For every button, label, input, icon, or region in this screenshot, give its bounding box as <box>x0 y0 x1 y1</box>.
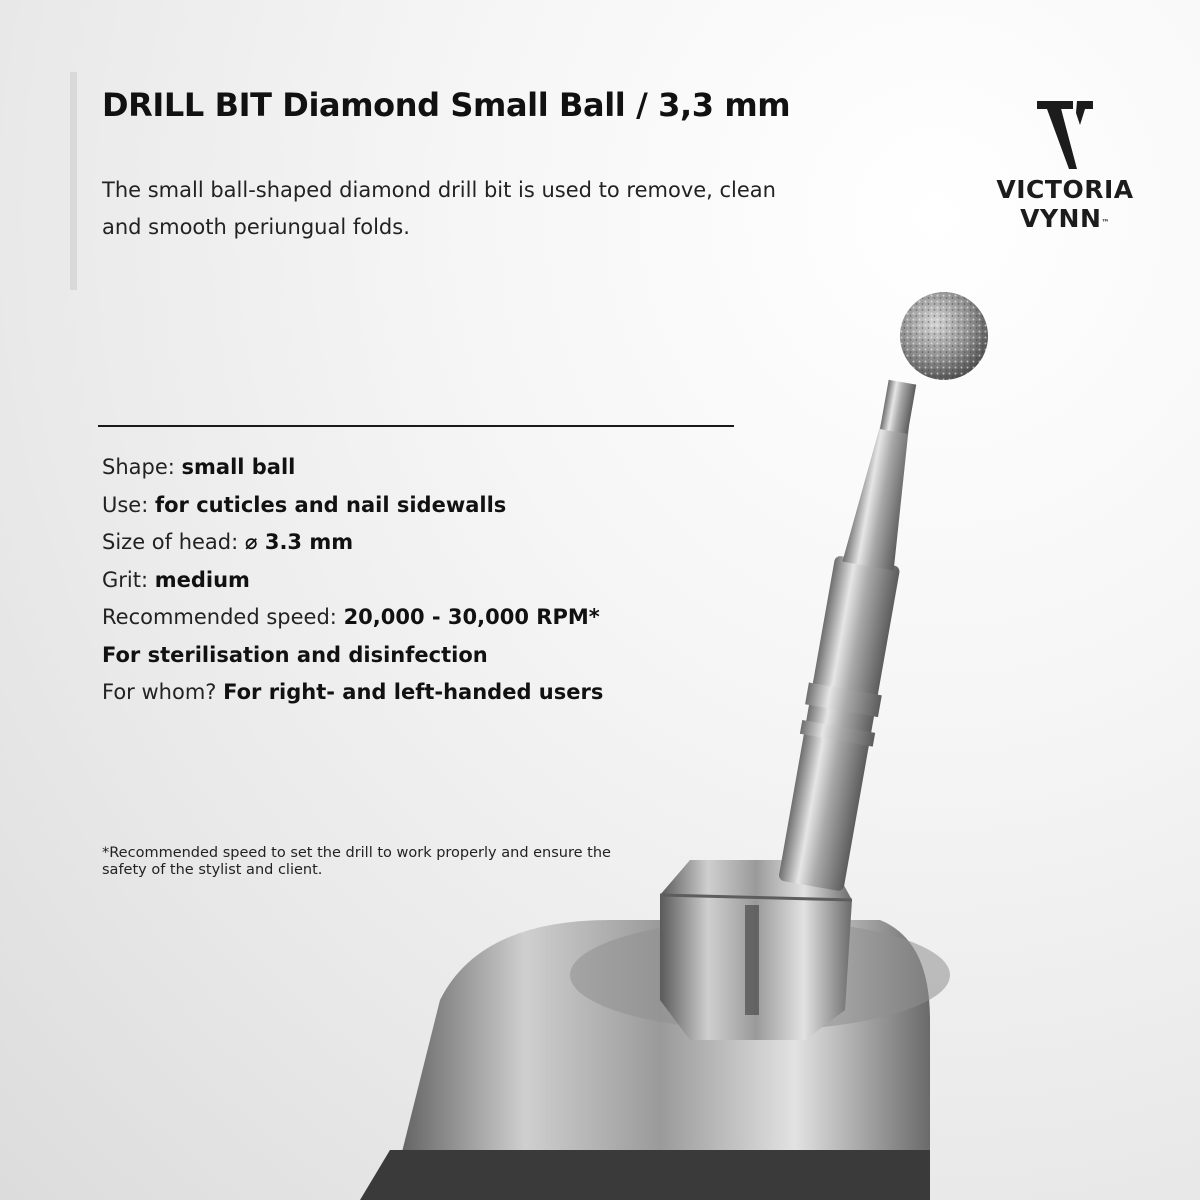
spec-speed: Recommended speed: 20,000 - 30,000 RPM* <box>102 605 600 629</box>
section-divider <box>98 425 734 427</box>
specifications-list <box>102 449 603 712</box>
brand-name-line-1: VICTORIA <box>996 175 1134 204</box>
spec-shape: Shape: small ball <box>102 455 296 479</box>
product-description: The small ball-shaped diamond drill bit is used to remove, clean and smooth periungual folds. <box>102 178 776 239</box>
spec-sterilisation: For sterilisation and disinfection <box>102 642 488 667</box>
trademark-symbol: ™ <box>1101 218 1110 227</box>
spec-grit: Grit: medium <box>102 567 250 592</box>
brand-logo <box>990 95 1140 233</box>
accent-bar <box>70 72 77 290</box>
speed-footnote: *Recommended speed to set the drill to work properly and ensure the safety of the stylist and client. <box>102 845 611 878</box>
brand-name <box>990 175 1140 233</box>
spec-head-size: Size of head: ⌀ 3.3 mm <box>102 530 354 554</box>
spec-use: Use: for cuticles and nail sidewalls <box>102 492 507 517</box>
product-title: DRILL BIT Diamond Small Ball / 3,3 mm <box>102 86 791 124</box>
vv-monogram-icon <box>1033 95 1097 175</box>
spec-for-whom: For whom? For right- and left-handed users <box>102 680 604 704</box>
brand-name-line-2: VYNN™ <box>1020 204 1110 233</box>
